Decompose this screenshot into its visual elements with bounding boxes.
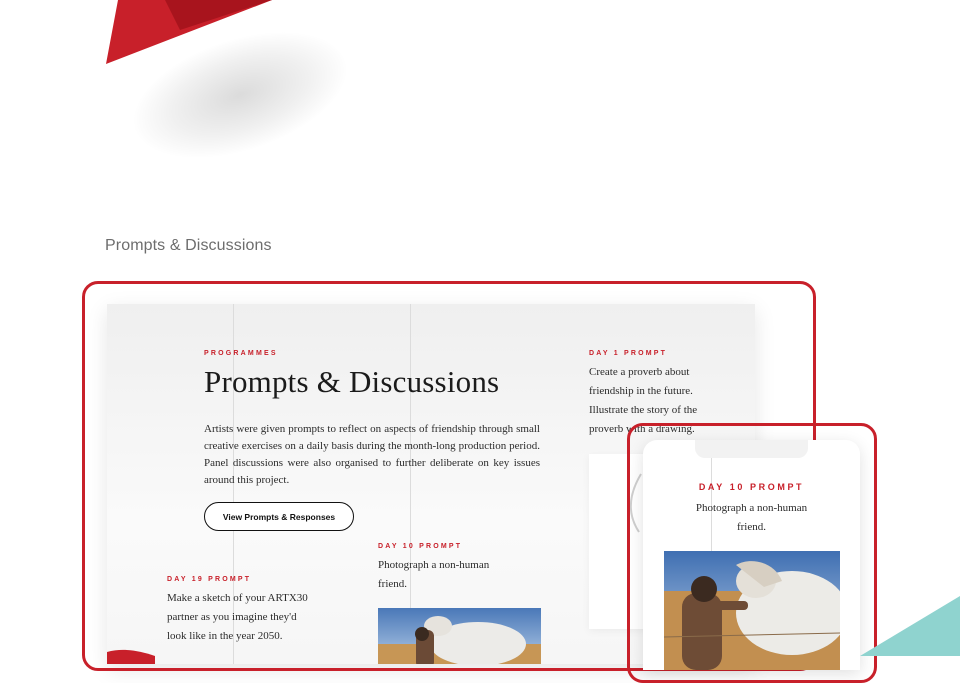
decorative-teal-shape: [860, 596, 960, 656]
programmes-kicker: PROGRAMMES: [204, 350, 278, 357]
day1-text: Create a proverb about friendship in the future. Illustrate the story of the proverb with a drawing.: [589, 366, 698, 435]
mobile-day10-kicker: DAY 10 PROMPT: [698, 482, 805, 492]
mobile-frame-outline: [627, 423, 877, 683]
view-prompts-button[interactable]: View Prompts & Responses: [204, 502, 354, 531]
decorative-red-shape: [0, 0, 300, 80]
mobile-day10-text: Photograph a non-human friend.: [695, 502, 808, 533]
section-label: Prompts & Discussions: [105, 237, 272, 254]
day10-text: Photograph a non-human friend.: [378, 559, 490, 590]
day19-kicker: DAY 19 PROMPT: [167, 576, 252, 583]
day1-kicker: DAY 1 PROMPT: [589, 350, 668, 357]
day10-kicker: DAY 10 PROMPT: [378, 543, 463, 550]
day19-text: Make a sketch of your ARTX30 partner as you imagine they'd look like in the year 2050.: [167, 592, 308, 642]
intro-paragraph: Artists were given prompts to reflect on aspects of friendship through small creative exercises on a daily basis during the month-long production period. Panel discussions were also organised to further deliberate on key issues around this project.: [204, 423, 540, 486]
page-title: Prompts & Discussions: [204, 364, 500, 399]
